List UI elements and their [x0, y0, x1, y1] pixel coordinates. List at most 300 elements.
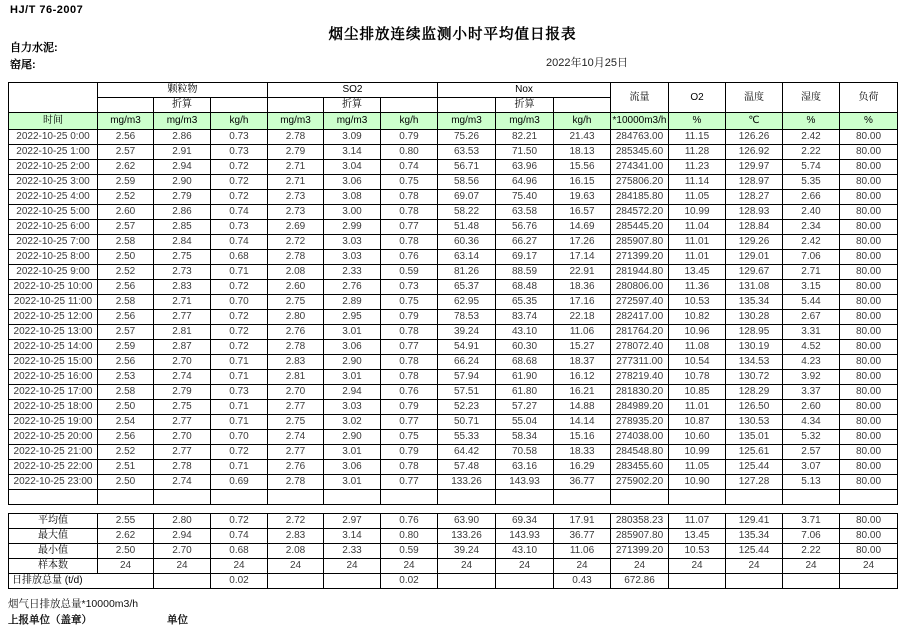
value-cell: 2.56	[98, 280, 154, 295]
value-cell: 2.86	[154, 205, 211, 220]
value-cell: 129.67	[726, 265, 783, 280]
value-cell: 63.14	[438, 250, 496, 265]
value-cell: 2.56	[98, 310, 154, 325]
value-cell: 282417.00	[611, 310, 669, 325]
value-cell: 82.21	[496, 130, 554, 145]
value-cell: 13.45	[669, 265, 726, 280]
value-cell: 16.15	[554, 175, 611, 190]
value-cell: 16.57	[554, 205, 611, 220]
value-cell: 10.96	[669, 325, 726, 340]
value-cell: 2.79	[154, 385, 211, 400]
time-cell: 2022-10-25 9:00	[9, 265, 98, 280]
value-cell: 0.73	[211, 385, 268, 400]
value-cell: 0.77	[381, 415, 438, 430]
daily-total-value-cell	[496, 574, 554, 589]
value-cell: 130.72	[726, 370, 783, 385]
value-cell: 271399.20	[611, 250, 669, 265]
value-cell: 2.51	[98, 460, 154, 475]
value-cell: 285345.60	[611, 145, 669, 160]
value-cell: 69.07	[438, 190, 496, 205]
value-cell: 2.40	[783, 205, 840, 220]
data-row	[9, 265, 898, 280]
value-cell: 2.57	[98, 145, 154, 160]
empty-cell	[438, 490, 496, 505]
value-cell: 2.78	[268, 475, 324, 490]
value-cell: 3.03	[324, 250, 381, 265]
value-cell: 2.99	[324, 220, 381, 235]
value-cell: 15.16	[554, 430, 611, 445]
value-cell: 11.06	[554, 325, 611, 340]
value-cell: 11.04	[669, 220, 726, 235]
value-cell: 69.17	[496, 250, 554, 265]
value-cell: 80.00	[840, 445, 898, 460]
value-cell: 0.78	[381, 355, 438, 370]
unit-cell: mg/m3	[98, 113, 154, 130]
data-row	[9, 235, 898, 250]
value-cell: 70.58	[496, 445, 554, 460]
value-cell: 10.99	[669, 445, 726, 460]
summary-value-cell: 0.80	[381, 529, 438, 544]
summary-value-cell: 11.07	[669, 514, 726, 529]
value-cell: 0.71	[211, 415, 268, 430]
time-cell: 2022-10-25 16:00	[9, 370, 98, 385]
page-title: 烟尘排放连续监测小时平均值日报表	[328, 27, 577, 43]
summary-value-cell: 24	[554, 559, 611, 574]
value-cell: 80.00	[840, 310, 898, 325]
summary-value-cell: 2.80	[154, 514, 211, 529]
header-group-pm: 颗粒物	[98, 83, 268, 98]
summary-value-cell: 0.59	[381, 544, 438, 559]
value-cell: 135.34	[726, 295, 783, 310]
value-cell: 128.95	[726, 325, 783, 340]
header-row-groups	[9, 83, 898, 98]
time-column-header: 时间	[9, 113, 98, 130]
unit-cell: %	[669, 113, 726, 130]
value-cell: 11.23	[669, 160, 726, 175]
summary-value-cell: 63.90	[438, 514, 496, 529]
data-row	[9, 310, 898, 325]
value-cell: 0.71	[211, 355, 268, 370]
summary-label-cell: 样本数	[9, 559, 98, 574]
summary-value-cell: 69.34	[496, 514, 554, 529]
value-cell: 11.01	[669, 235, 726, 250]
value-cell: 130.28	[726, 310, 783, 325]
value-cell: 284572.20	[611, 205, 669, 220]
value-cell: 63.53	[438, 145, 496, 160]
value-cell: 2.71	[268, 160, 324, 175]
summary-value-cell: 24	[438, 559, 496, 574]
value-cell: 2.77	[154, 310, 211, 325]
time-cell: 2022-10-25 22:00	[9, 460, 98, 475]
unit-cell: ℃	[726, 113, 783, 130]
value-cell: 17.26	[554, 235, 611, 250]
value-cell: 57.27	[496, 400, 554, 415]
value-cell: 2.76	[268, 325, 324, 340]
summary-value-cell: 2.55	[98, 514, 154, 529]
value-cell: 0.75	[381, 295, 438, 310]
value-cell: 0.76	[381, 385, 438, 400]
value-cell: 2.66	[783, 190, 840, 205]
value-cell: 134.53	[726, 355, 783, 370]
value-cell: 2.78	[268, 130, 324, 145]
summary-value-cell: 3.71	[783, 514, 840, 529]
empty-cell	[154, 490, 211, 505]
data-row	[9, 280, 898, 295]
value-cell: 2.53	[98, 370, 154, 385]
data-row	[9, 415, 898, 430]
value-cell: 2.77	[154, 415, 211, 430]
value-cell: 3.02	[324, 415, 381, 430]
value-cell: 58.56	[438, 175, 496, 190]
empty-cell	[268, 490, 324, 505]
value-cell: 283455.60	[611, 460, 669, 475]
value-cell: 126.50	[726, 400, 783, 415]
corner-cell	[9, 83, 98, 113]
value-cell: 57.51	[438, 385, 496, 400]
value-cell: 80.00	[840, 190, 898, 205]
time-cell: 2022-10-25 10:00	[9, 280, 98, 295]
value-cell: 80.00	[840, 235, 898, 250]
summary-value-cell: 2.08	[268, 544, 324, 559]
value-cell: 15.27	[554, 340, 611, 355]
value-cell: 68.48	[496, 280, 554, 295]
data-row	[9, 190, 898, 205]
value-cell: 2.75	[268, 415, 324, 430]
value-cell: 50.71	[438, 415, 496, 430]
daily-total-label-cell: 日排放总量 (t/d)	[9, 574, 154, 589]
value-cell: 63.16	[496, 460, 554, 475]
value-cell: 0.70	[211, 295, 268, 310]
value-cell: 2.71	[154, 295, 211, 310]
header-group-so2: SO2	[268, 83, 438, 98]
time-cell: 2022-10-25 1:00	[9, 145, 98, 160]
value-cell: 80.00	[840, 385, 898, 400]
value-cell: 2.85	[154, 220, 211, 235]
value-cell: 3.01	[324, 370, 381, 385]
value-cell: 2.76	[324, 280, 381, 295]
value-cell: 80.00	[840, 145, 898, 160]
value-cell: 11.01	[669, 400, 726, 415]
value-cell: 4.34	[783, 415, 840, 430]
summary-value-cell: 24	[496, 559, 554, 574]
value-cell: 3.08	[324, 190, 381, 205]
value-cell: 278072.40	[611, 340, 669, 355]
summary-value-cell: 7.06	[783, 529, 840, 544]
time-cell: 2022-10-25 0:00	[9, 130, 98, 145]
summary-value-cell: 24	[381, 559, 438, 574]
value-cell: 55.04	[496, 415, 554, 430]
data-row	[9, 385, 898, 400]
summary-value-cell: 24	[669, 559, 726, 574]
value-cell: 0.79	[381, 130, 438, 145]
data-row	[9, 460, 898, 475]
value-cell: 2.59	[98, 340, 154, 355]
value-cell: 80.00	[840, 475, 898, 490]
header-flow: 流量	[611, 83, 669, 113]
summary-value-cell: 0.76	[381, 514, 438, 529]
value-cell: 0.78	[381, 325, 438, 340]
standard-number: HJ/T 76-2007	[10, 4, 84, 16]
value-cell: 80.00	[840, 250, 898, 265]
daily-total-value-cell	[840, 574, 898, 589]
value-cell: 2.77	[268, 445, 324, 460]
value-cell: 2.90	[154, 175, 211, 190]
value-cell: 0.78	[381, 205, 438, 220]
value-cell: 0.72	[211, 310, 268, 325]
empty-cell	[783, 490, 840, 505]
value-cell: 80.00	[840, 265, 898, 280]
value-cell: 55.33	[438, 430, 496, 445]
value-cell: 60.30	[496, 340, 554, 355]
time-cell: 2022-10-25 19:00	[9, 415, 98, 430]
value-cell: 71.50	[496, 145, 554, 160]
header-group-nox: Nox	[438, 83, 611, 98]
unit-cell: kg/h	[211, 113, 268, 130]
data-row	[9, 295, 898, 310]
daily-total-value-cell	[726, 574, 783, 589]
value-cell: 80.00	[840, 220, 898, 235]
summary-value-cell: 24	[211, 559, 268, 574]
value-cell: 81.26	[438, 265, 496, 280]
value-cell: 10.60	[669, 430, 726, 445]
value-cell: 2.58	[98, 295, 154, 310]
value-cell: 278219.40	[611, 370, 669, 385]
value-cell: 5.35	[783, 175, 840, 190]
value-cell: 64.96	[496, 175, 554, 190]
value-cell: 43.10	[496, 325, 554, 340]
value-cell: 2.57	[98, 220, 154, 235]
summary-value-cell: 24	[98, 559, 154, 574]
summary-value-cell: 0.72	[211, 514, 268, 529]
empty-cell	[726, 490, 783, 505]
summary-value-cell: 285907.80	[611, 529, 669, 544]
value-cell: 2.58	[98, 385, 154, 400]
value-cell: 10.53	[669, 295, 726, 310]
summary-value-cell: 2.70	[154, 544, 211, 559]
value-cell: 0.80	[381, 145, 438, 160]
time-cell: 2022-10-25 15:00	[9, 355, 98, 370]
header-load: 负荷	[840, 83, 898, 113]
value-cell: 0.72	[211, 175, 268, 190]
value-cell: 133.26	[438, 475, 496, 490]
value-cell: 3.07	[783, 460, 840, 475]
value-cell: 2.74	[154, 475, 211, 490]
summary-value-cell: 2.72	[268, 514, 324, 529]
value-cell: 2.70	[154, 430, 211, 445]
value-cell: 2.75	[268, 295, 324, 310]
value-cell: 0.74	[211, 205, 268, 220]
value-cell: 0.79	[381, 400, 438, 415]
value-cell: 14.14	[554, 415, 611, 430]
summary-value-cell: 135.34	[726, 529, 783, 544]
value-cell: 125.61	[726, 445, 783, 460]
header-sub-empty	[211, 98, 268, 113]
value-cell: 284548.80	[611, 445, 669, 460]
daily-total-value-cell	[268, 574, 324, 589]
value-cell: 83.74	[496, 310, 554, 325]
header-sub-empty	[98, 98, 154, 113]
header-sub-empty	[438, 98, 496, 113]
unit-cell: mg/m3	[438, 113, 496, 130]
value-cell: 2.52	[98, 265, 154, 280]
value-cell: 2.77	[268, 400, 324, 415]
value-cell: 0.76	[381, 250, 438, 265]
value-cell: 284763.00	[611, 130, 669, 145]
value-cell: 14.69	[554, 220, 611, 235]
value-cell: 17.14	[554, 250, 611, 265]
value-cell: 2.58	[98, 235, 154, 250]
unit-cell: %	[840, 113, 898, 130]
value-cell: 75.40	[496, 190, 554, 205]
value-cell: 0.77	[381, 220, 438, 235]
value-cell: 2.78	[268, 250, 324, 265]
value-cell: 130.53	[726, 415, 783, 430]
time-cell: 2022-10-25 2:00	[9, 160, 98, 175]
value-cell: 62.95	[438, 295, 496, 310]
time-cell: 2022-10-25 8:00	[9, 250, 98, 265]
empty-cell	[554, 490, 611, 505]
data-row	[9, 130, 898, 145]
value-cell: 2.70	[268, 385, 324, 400]
value-cell: 281764.20	[611, 325, 669, 340]
summary-value-cell: 2.83	[268, 529, 324, 544]
unit-cell: %	[783, 113, 840, 130]
value-cell: 61.90	[496, 370, 554, 385]
value-cell: 275806.20	[611, 175, 669, 190]
summary-value-cell: 2.33	[324, 544, 381, 559]
daily-total-value-cell: 672.86	[611, 574, 669, 589]
value-cell: 2.74	[154, 370, 211, 385]
summary-value-cell: 24	[726, 559, 783, 574]
time-cell: 2022-10-25 21:00	[9, 445, 98, 460]
value-cell: 129.01	[726, 250, 783, 265]
unit-cell: mg/m3	[496, 113, 554, 130]
value-cell: 3.03	[324, 235, 381, 250]
value-cell: 2.50	[98, 475, 154, 490]
data-row	[9, 370, 898, 385]
data-row	[9, 250, 898, 265]
value-cell: 39.24	[438, 325, 496, 340]
value-cell: 16.12	[554, 370, 611, 385]
value-cell: 80.00	[840, 295, 898, 310]
value-cell: 2.91	[154, 145, 211, 160]
value-cell: 56.76	[496, 220, 554, 235]
value-cell: 10.85	[669, 385, 726, 400]
value-cell: 0.77	[381, 475, 438, 490]
value-cell: 2.42	[783, 235, 840, 250]
summary-value-cell: 36.77	[554, 529, 611, 544]
summary-value-cell: 3.14	[324, 529, 381, 544]
value-cell: 51.48	[438, 220, 496, 235]
header-humidity: 湿度	[783, 83, 840, 113]
value-cell: 54.91	[438, 340, 496, 355]
value-cell: 5.44	[783, 295, 840, 310]
value-cell: 0.72	[211, 445, 268, 460]
daily-total-value-cell	[324, 574, 381, 589]
value-cell: 75.26	[438, 130, 496, 145]
time-cell: 2022-10-25 4:00	[9, 190, 98, 205]
header-sub-nox-converted: 折算	[496, 98, 554, 113]
time-cell: 2022-10-25 11:00	[9, 295, 98, 310]
value-cell: 129.97	[726, 160, 783, 175]
value-cell: 2.95	[324, 310, 381, 325]
time-cell: 2022-10-25 23:00	[9, 475, 98, 490]
value-cell: 11.28	[669, 145, 726, 160]
value-cell: 280806.00	[611, 280, 669, 295]
report-date: 2022年10月25日	[546, 57, 628, 69]
summary-value-cell: 133.26	[438, 529, 496, 544]
value-cell: 18.36	[554, 280, 611, 295]
value-cell: 2.57	[783, 445, 840, 460]
value-cell: 2.90	[324, 355, 381, 370]
value-cell: 11.01	[669, 250, 726, 265]
value-cell: 135.01	[726, 430, 783, 445]
header-sub-empty	[554, 98, 611, 113]
value-cell: 0.78	[381, 370, 438, 385]
empty-cell	[9, 490, 98, 505]
value-cell: 125.44	[726, 460, 783, 475]
value-cell: 2.72	[268, 235, 324, 250]
summary-value-cell: 24	[611, 559, 669, 574]
value-cell: 2.75	[154, 400, 211, 415]
value-cell: 5.32	[783, 430, 840, 445]
value-cell: 78.53	[438, 310, 496, 325]
data-row	[9, 160, 898, 175]
value-cell: 278935.20	[611, 415, 669, 430]
value-cell: 80.00	[840, 340, 898, 355]
summary-value-cell: 2.97	[324, 514, 381, 529]
value-cell: 0.71	[211, 370, 268, 385]
value-cell: 11.36	[669, 280, 726, 295]
value-cell: 10.78	[669, 370, 726, 385]
value-cell: 10.99	[669, 205, 726, 220]
value-cell: 80.00	[840, 280, 898, 295]
value-cell: 2.69	[268, 220, 324, 235]
value-cell: 275902.20	[611, 475, 669, 490]
value-cell: 18.13	[554, 145, 611, 160]
value-cell: 4.23	[783, 355, 840, 370]
summary-value-cell: 125.44	[726, 544, 783, 559]
daily-total-value-cell	[669, 574, 726, 589]
value-cell: 2.94	[324, 385, 381, 400]
value-cell: 65.35	[496, 295, 554, 310]
value-cell: 18.33	[554, 445, 611, 460]
value-cell: 0.71	[211, 460, 268, 475]
value-cell: 52.23	[438, 400, 496, 415]
value-cell: 80.00	[840, 175, 898, 190]
value-cell: 22.18	[554, 310, 611, 325]
value-cell: 80.00	[840, 400, 898, 415]
unit-cell: mg/m3	[154, 113, 211, 130]
summary-value-cell: 0.74	[211, 529, 268, 544]
summary-value-cell: 39.24	[438, 544, 496, 559]
value-cell: 0.72	[211, 325, 268, 340]
value-cell: 2.87	[154, 340, 211, 355]
time-cell: 2022-10-25 5:00	[9, 205, 98, 220]
value-cell: 2.73	[154, 265, 211, 280]
value-cell: 63.58	[496, 205, 554, 220]
empty-cell	[669, 490, 726, 505]
value-cell: 58.22	[438, 205, 496, 220]
value-cell: 10.87	[669, 415, 726, 430]
summary-row	[9, 529, 898, 544]
value-cell: 3.14	[324, 145, 381, 160]
value-cell: 11.08	[669, 340, 726, 355]
value-cell: 88.59	[496, 265, 554, 280]
value-cell: 277311.00	[611, 355, 669, 370]
value-cell: 3.37	[783, 385, 840, 400]
value-cell: 2.89	[324, 295, 381, 310]
